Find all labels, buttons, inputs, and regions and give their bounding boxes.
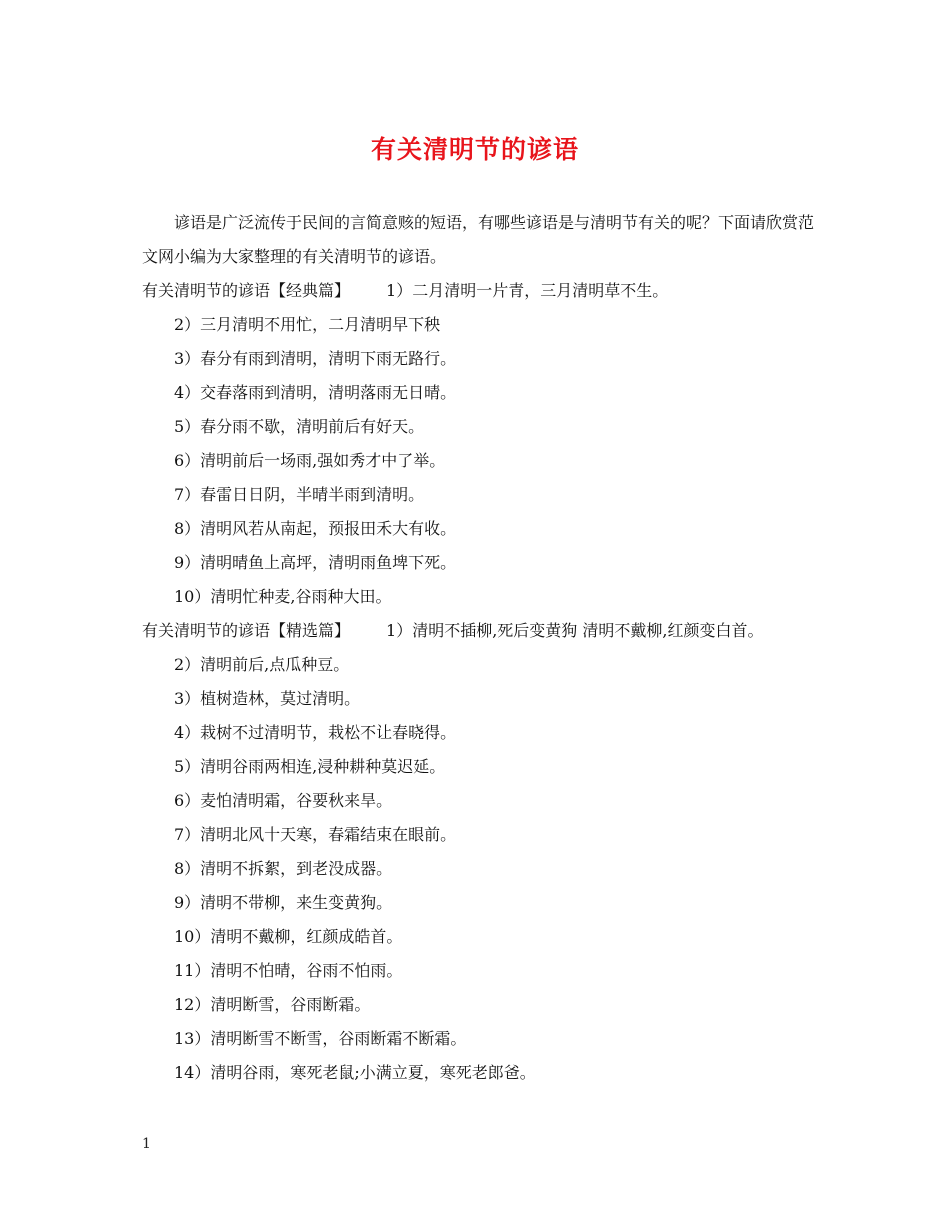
section-classic-item-8: 8）清明风若从南起，预报田禾大有收。 <box>174 519 457 538</box>
section-classic-item-2: 2）三月清明不用忙，二月清明早下秧 <box>174 315 441 334</box>
section-selected-item-5: 5）清明谷雨两相连,浸种耕种莫迟延。 <box>174 757 446 776</box>
section-selected-heading: 有关清明节的谚语【精选篇】 <box>142 621 351 640</box>
page-number: 1 <box>142 1136 151 1152</box>
section-selected-item-4: 4）栽树不过清明节，栽松不让春晓得。 <box>174 723 457 742</box>
section-selected-item-6: 6）麦怕清明霜，谷要秋来旱。 <box>174 791 393 810</box>
section-classic-heading-line <box>142 274 822 308</box>
section-classic-item-10: 10）清明忙种麦,谷雨种大田。 <box>174 587 392 606</box>
section-selected-item-2: 2）清明前后,点瓜种豆。 <box>174 655 350 674</box>
section-selected-heading-line <box>142 614 822 648</box>
section-selected-item-7: 7）清明北风十天寒，春霜结束在眼前。 <box>174 825 457 844</box>
section-selected-item-9: 9）清明不带柳，来生变黄狗。 <box>174 893 393 912</box>
section-classic-item-3: 3）春分有雨到清明，清明下雨无路行。 <box>174 349 457 368</box>
section-selected-item-1: 1）清明不插柳,死后变黄狗 清明不戴柳,红颜变白首。 <box>386 621 764 640</box>
section-classic-item-9: 9）清明晴鱼上高坪，清明雨鱼埤下死。 <box>174 553 457 572</box>
section-classic-item-5: 5）春分雨不歇，清明前后有好天。 <box>174 417 425 436</box>
section-classic-heading: 有关清明节的谚语【经典篇】 <box>142 281 351 300</box>
section-selected-item-12: 12）清明断雪，谷雨断霜。 <box>174 995 371 1014</box>
document-body <box>142 206 822 1090</box>
section-classic-item-7: 7）春雷日日阴，半晴半雨到清明。 <box>174 485 425 504</box>
document-title: 有关清明节的谚语 <box>370 135 579 164</box>
section-selected-item-8: 8）清明不拆絮，到老没成器。 <box>174 859 393 878</box>
section-classic-item-6: 6）清明前后一场雨,强如秀才中了举。 <box>174 451 446 470</box>
section-selected-item-10: 10）清明不戴柳，红颜成皓首。 <box>174 927 403 946</box>
section-classic-item-1: 1）二月清明一片青，三月清明草不生。 <box>386 281 669 300</box>
section-classic-item-4: 4）交春落雨到清明，清明落雨无日晴。 <box>174 383 457 402</box>
section-selected-item-3: 3）植树造林，莫过清明。 <box>174 689 361 708</box>
section-selected-item-13: 13）清明断雪不断雪，谷雨断霜不断霜。 <box>174 1029 467 1048</box>
section-selected-item-14: 14）清明谷雨，寒死老鼠;小满立夏，寒死老郎爸。 <box>174 1063 536 1082</box>
section-selected-item-11: 11）清明不怕晴，谷雨不怕雨。 <box>174 961 403 980</box>
intro-paragraph: 谚语是广泛流传于民间的言简意赅的短语，有哪些谚语是与清明节有关的呢？下面请欣赏范文网小编为大家整理的有关清明节的谚语。 <box>142 213 815 266</box>
